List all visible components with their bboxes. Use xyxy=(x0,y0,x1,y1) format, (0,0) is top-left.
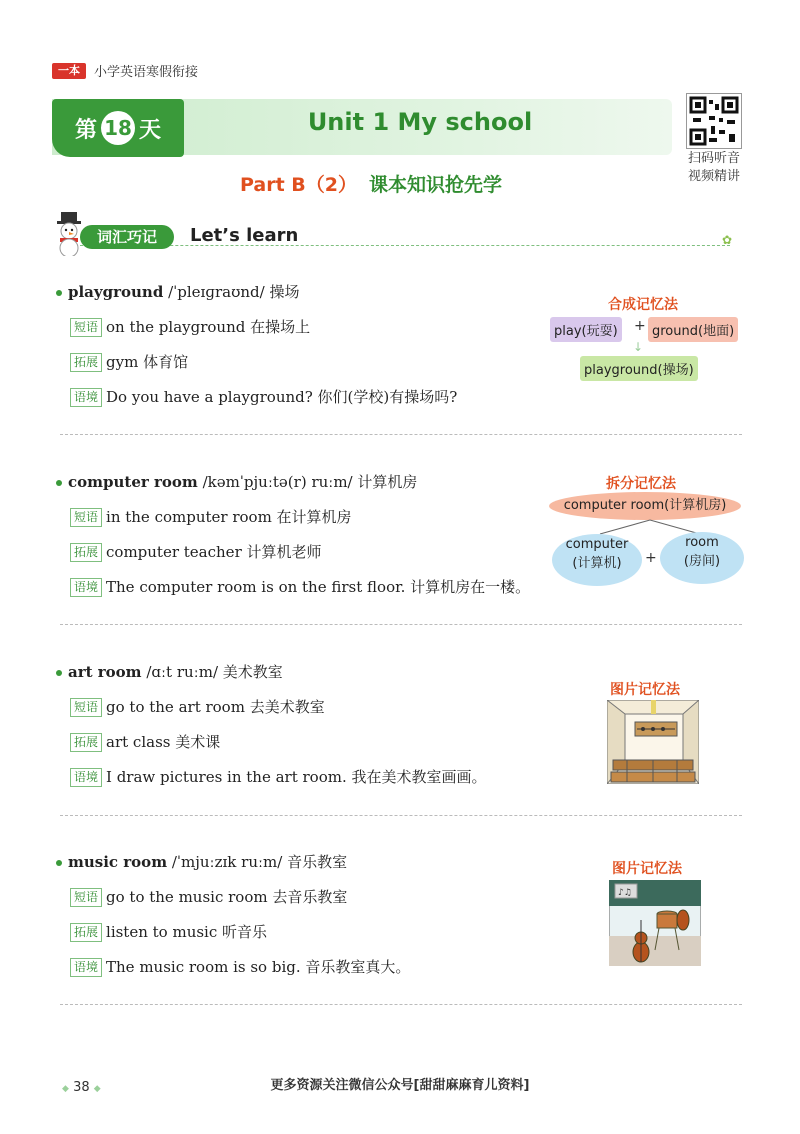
section-title: Let’s learn xyxy=(190,225,299,246)
entry-separator xyxy=(60,434,742,435)
page-number: ◆ 38 ◆ xyxy=(62,1080,101,1095)
bullet-icon xyxy=(56,480,62,486)
vocab-context: Do you have a playground? 你们(学校)有操场吗? xyxy=(106,388,458,406)
vocab-word: music room xyxy=(68,853,168,871)
day-badge xyxy=(52,99,184,157)
day-suffix: 天 xyxy=(139,117,162,143)
unit-title: Unit 1 My school xyxy=(307,108,533,136)
split-part1 xyxy=(552,534,642,586)
split-whole: computer room(计算机房) xyxy=(549,492,741,520)
vocab-extend: gym 体育馆 xyxy=(106,353,189,371)
memory-method-title: 图片记忆法 xyxy=(612,861,682,877)
split-part1-cn: (计算机) xyxy=(572,556,622,571)
split-part1-en: computer xyxy=(565,537,629,552)
page-number-value: 38 xyxy=(73,1080,90,1095)
brand-logo: 一本 xyxy=(52,63,86,79)
compound-part1: play(玩耍) xyxy=(550,317,622,342)
tag-context: 语境 xyxy=(70,958,102,977)
part-heading xyxy=(240,170,502,197)
tag-context: 语境 xyxy=(70,578,102,597)
qr-caption-line1: 扫码听音 xyxy=(687,151,740,166)
vocab-phrase: in the computer room 在计算机房 xyxy=(106,508,352,526)
plus-sign: + xyxy=(634,318,646,334)
vocab-extend: listen to music 听音乐 xyxy=(106,923,268,941)
memory-method-title: 图片记忆法 xyxy=(610,682,680,698)
plus-sign: + xyxy=(645,550,657,566)
vocab-entry-music-room xyxy=(56,851,576,978)
vocab-phonetic: /ˈmjuːzɪk ruːm/ 音乐教室 xyxy=(167,853,348,871)
music-room-picture-icon xyxy=(609,880,701,970)
bullet-icon xyxy=(56,860,62,866)
vocab-phrase: go to the art room 去美术教室 xyxy=(106,698,325,716)
vocab-entry-art-room xyxy=(56,661,576,788)
section-pill: 词汇巧记 xyxy=(80,225,174,249)
tag-extend: 拓展 xyxy=(70,733,102,752)
split-part2 xyxy=(660,532,744,584)
vocab-entry-playground xyxy=(56,281,576,408)
vocab-word: playground xyxy=(68,283,164,301)
vocab-phonetic: /ˈpleɪɡraʊnd/ 操场 xyxy=(163,283,300,301)
qr-caption-line2: 视频精讲 xyxy=(687,169,740,184)
tag-extend: 拓展 xyxy=(70,543,102,562)
tag-extend: 拓展 xyxy=(70,923,102,942)
qr-code-icon[interactable] xyxy=(686,93,742,149)
tag-phrase: 短语 xyxy=(70,318,102,337)
flower-icon: ✿ xyxy=(722,233,733,247)
entry-separator xyxy=(60,1004,742,1005)
vocab-context: The music room is so big. 音乐教室真大。 xyxy=(106,958,411,976)
vocab-extend: computer teacher 计算机老师 xyxy=(106,543,322,561)
tag-phrase: 短语 xyxy=(70,888,102,907)
entry-separator xyxy=(60,815,742,816)
part-title: 课本知识抢先学 xyxy=(369,174,503,196)
bullet-icon xyxy=(56,290,62,296)
day-prefix: 第 xyxy=(74,117,97,143)
vocab-extend: art class 美术课 xyxy=(106,733,221,751)
memory-method-title: 拆分记忆法 xyxy=(606,476,676,492)
compound-result: playground(操场) xyxy=(580,356,698,381)
part-label: Part B（2） xyxy=(240,174,358,196)
memory-method-title: 合成记忆法 xyxy=(608,297,678,313)
vocab-word: computer room xyxy=(68,473,198,491)
tag-context: 语境 xyxy=(70,768,102,787)
art-classroom-picture-icon xyxy=(607,700,699,788)
vocab-phrase: go to the music room 去音乐教室 xyxy=(106,888,348,906)
compound-part2: ground(地面) xyxy=(648,317,738,342)
split-part2-en: room xyxy=(685,535,719,550)
arrow-down-icon: ↓ xyxy=(633,340,644,354)
tag-phrase: 短语 xyxy=(70,698,102,717)
vocab-context: The computer room is on the first floor. 计算机房在一楼。 xyxy=(106,578,531,596)
split-part2-cn: (房间) xyxy=(683,554,721,569)
day-number: 18 xyxy=(101,111,135,145)
tag-extend: 拓展 xyxy=(70,353,102,372)
vocab-word: art room xyxy=(68,663,142,681)
vocab-entry-computer-room xyxy=(56,471,576,598)
tag-context: 语境 xyxy=(70,388,102,407)
vocab-phonetic: /kəmˈpjuːtə(r) ruːm/ 计算机房 xyxy=(197,473,418,491)
vocab-phonetic: /ɑːt ruːm/ 美术教室 xyxy=(141,663,283,681)
tag-phrase: 短语 xyxy=(70,508,102,527)
vocab-context: I draw pictures in the art room. 我在美术教室画画。 xyxy=(106,768,487,786)
series-title: 小学英语寒假衔接 xyxy=(94,65,199,80)
svg-text:♪♫: ♪♫ xyxy=(618,888,632,898)
entry-separator xyxy=(60,624,742,625)
footer-notice: 更多资源关注微信公众号[甜甜麻麻育儿资料] xyxy=(270,1078,530,1093)
qr-caption xyxy=(676,150,752,186)
bullet-icon xyxy=(56,670,62,676)
vocab-phrase: on the playground 在操场上 xyxy=(106,318,311,336)
